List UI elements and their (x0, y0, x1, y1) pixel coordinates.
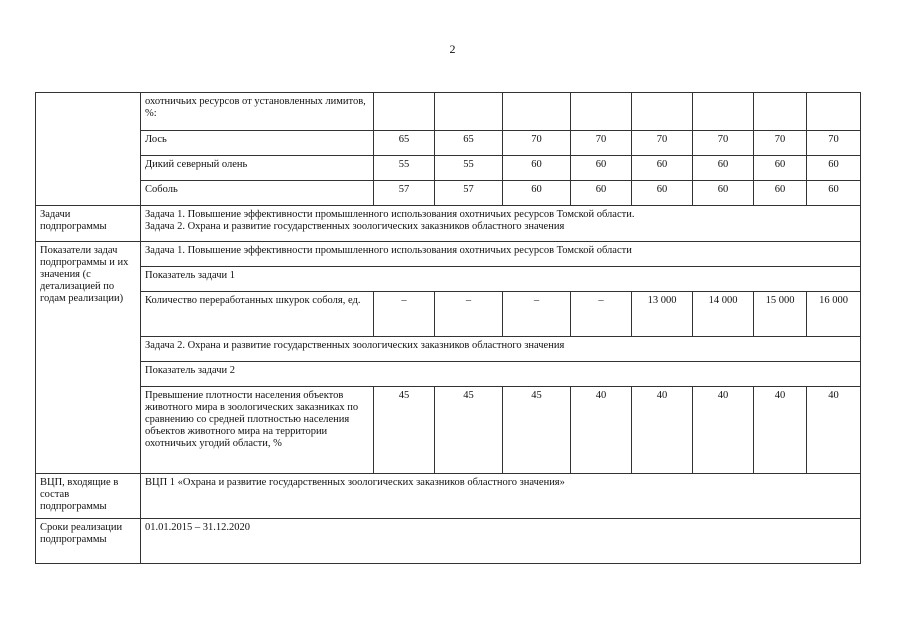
value-cell: 45 (374, 387, 435, 474)
task-1-text: Задача 1. Повышение эффективности промышленного использования охотничьих ресурсов Томской области. (145, 209, 635, 220)
value-cell: 40 (571, 387, 632, 474)
value-cell: 70 (503, 131, 571, 156)
value-cell: 60 (807, 156, 861, 181)
value-cell: – (571, 292, 632, 337)
task-2-indicator-heading: Показатель задачи 2 (141, 362, 861, 387)
table-row-vcp (36, 474, 861, 519)
value-cell: 70 (693, 131, 754, 156)
value-cell: 60 (693, 156, 754, 181)
table-row-skins (36, 292, 861, 337)
table-row (36, 93, 861, 131)
value-cell: 15 000 (754, 292, 807, 337)
task-2-text: Задача 2. Охрана и развитие государственных зоологических заказников областного значения (145, 221, 565, 232)
value-cell: 70 (571, 131, 632, 156)
value-cell: 65 (435, 131, 503, 156)
skins-label: Количество переработанных шкурок соболя, ед. (141, 292, 374, 337)
value-cell: 60 (807, 181, 861, 206)
value-cell: 55 (435, 156, 503, 181)
task-1-indicator-heading: Показатель задачи 1 (141, 267, 861, 292)
value-cell: 60 (693, 181, 754, 206)
table-row-elk (36, 131, 861, 156)
table-row-task2-indicator (36, 362, 861, 387)
value-cell: 40 (754, 387, 807, 474)
table-row-reindeer (36, 156, 861, 181)
value-cell: 70 (632, 131, 693, 156)
elk-label: Лось (141, 131, 374, 156)
table-row-tasks (36, 206, 861, 242)
indicators-label: Показатели задач подпрограммы и их значения (с детализацией по годам реализации) (36, 242, 141, 474)
page-number: 2 (449, 42, 456, 56)
value-cell: 57 (374, 181, 435, 206)
table-row-task1-indicator (36, 267, 861, 292)
period-text: 01.01.2015 – 31.12.2020 (141, 519, 861, 564)
value-cell: 40 (632, 387, 693, 474)
value-cell: 60 (503, 156, 571, 181)
value-cell: 60 (571, 156, 632, 181)
value-cell: 70 (754, 131, 807, 156)
value-cell: – (503, 292, 571, 337)
value-cell: 57 (435, 181, 503, 206)
value-cell: 60 (632, 156, 693, 181)
empty-section-cell (36, 93, 141, 206)
table-row-period (36, 519, 861, 564)
reindeer-label: Дикий северный олень (141, 156, 374, 181)
indicators-task-1: Задача 1. Повышение эффективности промышленного использования охотничьих ресурсов Томской области (141, 242, 861, 267)
value-cell: 60 (632, 181, 693, 206)
table-row-indicators-task2 (36, 337, 861, 362)
vcp-label: ВЦП, входящие в состав подпрограммы (36, 474, 141, 519)
period-label: Сроки реализации подпрограммы (36, 519, 141, 564)
value-cell: 16 000 (807, 292, 861, 337)
tasks-label: Задачи подпрограммы (36, 206, 141, 242)
value-cell: 45 (503, 387, 571, 474)
density-label: Превышение плотности населения объектов животного мира в зоологических заказниках по сравнению со средней плотностью населения объектов животного мира на территории охотничьих угодий области, % (141, 387, 374, 474)
value-cell: 40 (807, 387, 861, 474)
table-row-density (36, 387, 861, 474)
indicators-task-2: Задача 2. Охрана и развитие государственных зоологических заказников областного значения (141, 337, 861, 362)
value-cell: 60 (754, 181, 807, 206)
indicator-header-text: охотничьих ресурсов от установленных лимитов, %: (141, 93, 374, 131)
value-cell: 13 000 (632, 292, 693, 337)
value-cell: 40 (693, 387, 754, 474)
sable-label: Соболь (141, 181, 374, 206)
subprogram-passport-table (35, 92, 861, 564)
value-cell: 14 000 (693, 292, 754, 337)
value-cell: 60 (503, 181, 571, 206)
table-row-sable (36, 181, 861, 206)
value-cell: 45 (435, 387, 503, 474)
value-cell: 55 (374, 156, 435, 181)
value-cell: 60 (754, 156, 807, 181)
vcp-text: ВЦП 1 «Охрана и развитие государственных зоологических заказников областного значения» (141, 474, 861, 519)
tasks-text (141, 206, 861, 242)
value-cell: – (435, 292, 503, 337)
value-cell: 70 (807, 131, 861, 156)
value-cell: 60 (571, 181, 632, 206)
value-cell: 65 (374, 131, 435, 156)
value-cell: – (374, 292, 435, 337)
table-row-indicators-task1 (36, 242, 861, 267)
